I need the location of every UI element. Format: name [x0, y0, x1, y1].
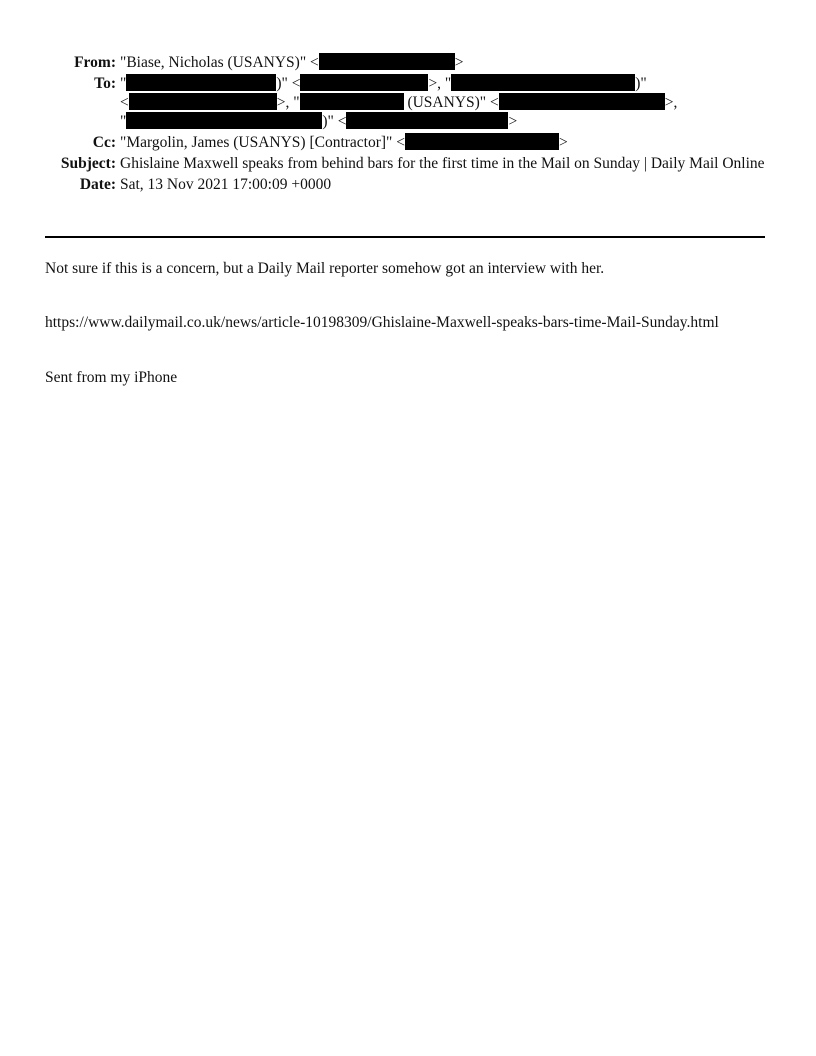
- to-text: >, ": [428, 75, 452, 92]
- from-close: >: [454, 54, 464, 71]
- cc-label: Cc:: [92, 134, 116, 151]
- redaction-block: [499, 93, 665, 110]
- body-line: Not sure if this is a concern, but a Daily Mail reporter somehow got an interview with her.: [45, 260, 605, 277]
- cc-name: "Margolin, James (USANYS) [Contractor]" <: [120, 134, 406, 151]
- to-text: )" <: [322, 113, 347, 130]
- redaction-block: [126, 112, 322, 129]
- from-label: From:: [74, 54, 116, 71]
- date-row: [40, 175, 776, 194]
- to-label: To:: [94, 75, 116, 92]
- to-text: >,: [664, 94, 678, 111]
- to-text: ": [120, 113, 127, 130]
- to-text: >: [508, 113, 518, 130]
- from-name: "Biase, Nicholas (USANYS)" <: [120, 54, 319, 71]
- redaction-block: [129, 93, 277, 110]
- date-value: Sat, 13 Nov 2021 17:00:09 +0000: [120, 176, 332, 193]
- cc-row: [40, 133, 776, 152]
- subject-row: [40, 154, 776, 173]
- redaction-block: [346, 112, 508, 129]
- date-label: Date:: [79, 176, 116, 193]
- to-text: >, ": [276, 94, 300, 111]
- redaction-block: [451, 74, 635, 91]
- signature: Sent from my iPhone: [45, 369, 178, 386]
- subject-value: Ghislaine Maxwell speaks from behind bars for the first time in the Mail on Sunday | Daily Mail Online: [120, 155, 765, 172]
- to-text: ": [120, 75, 127, 92]
- redaction-block: [300, 93, 404, 110]
- to-value: [120, 74, 776, 131]
- to-line-2: [120, 93, 776, 112]
- to-row: [40, 74, 776, 131]
- redaction-block: [319, 53, 455, 70]
- subject-label: Subject:: [60, 155, 116, 172]
- from-row: [40, 53, 776, 72]
- redaction-block: [126, 74, 276, 91]
- redaction-block: [300, 74, 428, 91]
- from-value: [120, 53, 776, 72]
- redaction-block: [405, 133, 559, 150]
- cc-value: [120, 133, 776, 152]
- to-text: )" <: [276, 75, 301, 92]
- to-text: )": [635, 75, 647, 92]
- header-divider: [45, 236, 765, 238]
- article-link[interactable]: https://www.dailymail.co.uk/news/article-10198309/Ghislaine-Maxwell-speaks-bars-time-Mail-Sunday.html: [45, 314, 719, 331]
- to-text: (USANYS)" <: [403, 94, 499, 111]
- cc-close: >: [559, 134, 568, 151]
- to-text: <: [120, 94, 129, 111]
- to-line-3: [120, 112, 776, 131]
- to-line-1: [120, 74, 776, 93]
- email-header: [40, 53, 776, 196]
